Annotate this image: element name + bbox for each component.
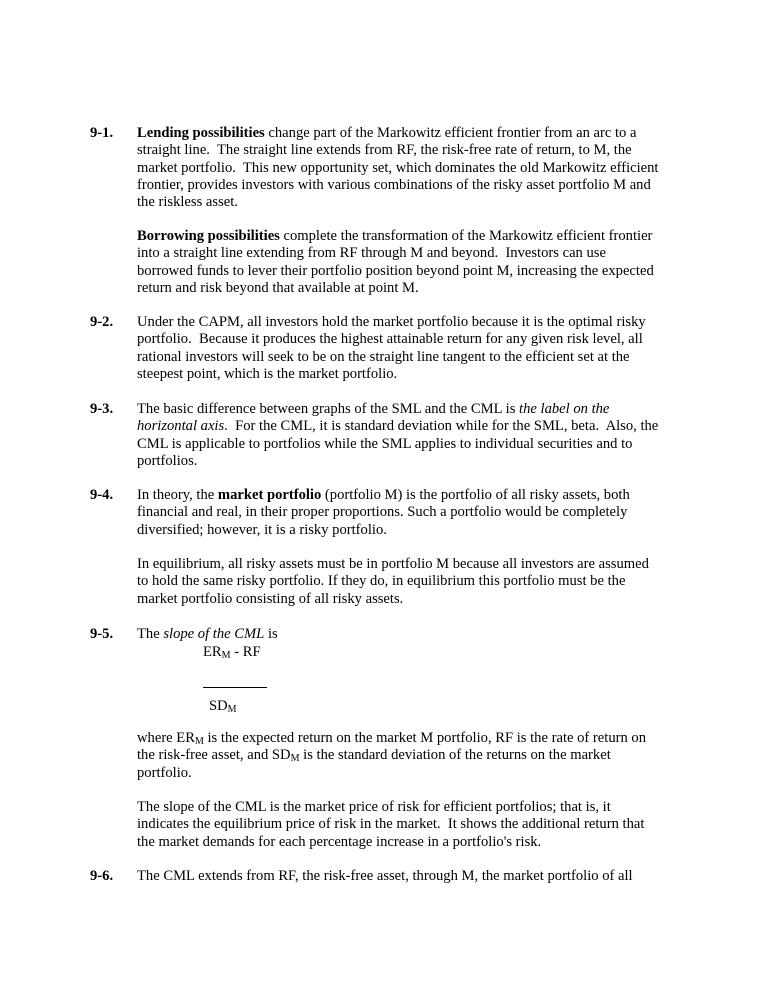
paragraph	[137, 401, 697, 470]
text-segment: where ER	[137, 730, 195, 746]
text-line	[137, 331, 697, 348]
text-segment: change part of the Markowitz efficient frontier from an arc to a	[264, 125, 637, 141]
paragraph	[137, 125, 697, 211]
text-segment: indicates the equilibrium price of risk in the market. It shows the additional return that	[137, 816, 645, 833]
formula-numerator	[203, 644, 261, 661]
text-line	[137, 730, 697, 747]
text-segment: The	[137, 626, 164, 642]
item-number: 9-2.	[90, 314, 114, 330]
bold-term: Borrowing possibilities	[137, 228, 280, 244]
item-number: 9-1.	[90, 125, 114, 141]
text-segment: The slope of the CML is the market price of risk for efficient portfolios; that is, it	[137, 799, 611, 815]
text-segment: rational investors will seek to be on the straight line tangent to the efficient set at the	[137, 348, 630, 365]
text-segment: In equilibrium, all risky assets must be in portfolio M because all investors are assumed	[137, 556, 649, 572]
text-line	[137, 160, 697, 177]
text-line	[137, 401, 697, 418]
text-line	[137, 314, 697, 331]
subscript: M	[194, 736, 204, 747]
subscript: M	[290, 753, 300, 765]
formula-denominator	[209, 698, 237, 715]
item-number: 9-3.	[90, 401, 114, 417]
text-segment: portfolio.	[137, 764, 192, 781]
fraction-bar	[203, 687, 267, 688]
item-number: 9-5.	[90, 626, 114, 642]
numerator-subscript: M	[221, 650, 231, 661]
denominator-term: SD	[209, 698, 228, 714]
text-segment: into a straight line extending from RF through M and beyond. Investors can use	[137, 245, 606, 262]
text-segment: (portfolio M) is the portfolio of all risky assets, both	[321, 487, 630, 503]
italic-text: horizontal axis	[137, 418, 225, 435]
text-line	[137, 453, 697, 470]
text-line	[137, 591, 697, 608]
text-line	[137, 366, 697, 383]
paragraph	[137, 626, 697, 643]
text-line	[137, 418, 697, 435]
text-line	[137, 799, 697, 816]
text-segment: Under the CAPM, all investors hold the market portfolio because it is the optimal risky	[137, 314, 646, 330]
paragraph	[137, 730, 697, 782]
text-segment: return and risk beyond that available at point M.	[137, 279, 419, 296]
text-segment: the riskless asset.	[137, 194, 238, 211]
text-segment: diversified; however, it is a risky portfolio.	[137, 521, 387, 538]
text-line	[137, 263, 697, 280]
text-line	[137, 177, 697, 194]
text-segment: market portfolio. This new opportunity set, which dominates the old Markowitz efficient	[137, 159, 659, 176]
text-segment: the risk-free asset, and SD	[137, 747, 291, 764]
text-segment: is	[264, 626, 278, 642]
text-line	[137, 765, 697, 782]
text-segment: borrowed funds to lever their portfolio position beyond point M, increasing the expected	[137, 262, 654, 279]
text-segment: is the standard deviation of the returns on the market	[299, 747, 611, 764]
text-segment: straight line. The straight line extends from RF, the risk-free rate of return, to M, the	[137, 142, 632, 159]
text-segment: market portfolio consisting of all risky assets.	[137, 590, 404, 607]
item-number: 9-4.	[90, 487, 114, 503]
text-line	[137, 573, 697, 590]
text-segment: complete the transformation of the Markowitz efficient frontier	[279, 228, 653, 244]
denominator-subscript: M	[227, 704, 237, 715]
text-line	[137, 487, 697, 504]
text-line	[137, 522, 697, 539]
text-segment: frontier, provides investors with various combinations of the risky asset portfolio M and	[137, 176, 651, 193]
text-segment: steepest point, which is the market portfolio.	[137, 365, 398, 382]
text-line	[137, 504, 697, 521]
italic-text: the label on the	[519, 401, 610, 417]
text-segment: The basic difference between graphs of the SML and the CML is	[137, 401, 520, 417]
text-line	[137, 747, 697, 764]
text-line	[137, 349, 697, 366]
text-segment: financial and real, in their proper proportions. Such a portfolio would be completely	[137, 504, 628, 521]
bold-term: market portfolio	[217, 487, 322, 503]
text-line	[137, 245, 697, 262]
text-segment: is the expected return on the market M portfolio, RF is the rate of return on	[203, 730, 647, 746]
text-line	[137, 280, 697, 297]
numerator-rest: - RF	[230, 644, 261, 660]
text-line	[137, 626, 697, 643]
text-segment: to hold the same risky portfolio. If they do, in equilibrium this portfolio must be the	[137, 573, 626, 590]
numerator-term: ER	[203, 644, 222, 660]
text-line	[137, 228, 697, 245]
text-line	[137, 125, 697, 142]
text-segment: . For the CML, it is standard deviation while for the SML, beta. Also, the	[224, 418, 659, 435]
text-line	[137, 142, 697, 159]
text-segment: In theory, the	[137, 487, 218, 503]
paragraph	[137, 314, 697, 383]
text-line	[137, 436, 697, 453]
text-line	[137, 194, 697, 211]
text-line	[137, 868, 697, 885]
bold-term: Lending possibilities	[137, 125, 265, 141]
paragraph	[137, 556, 697, 608]
paragraph	[137, 228, 697, 297]
text-segment: portfolios.	[137, 452, 198, 469]
item-number: 9-6.	[90, 868, 114, 884]
paragraph	[137, 868, 697, 885]
paragraph	[137, 799, 697, 851]
italic-text: slope of the CML	[163, 626, 265, 642]
text-segment: the market demands for each percentage increase in a portfolio's risk.	[137, 833, 542, 850]
text-line	[137, 556, 697, 573]
paragraph	[137, 487, 697, 539]
text-segment: The CML extends from RF, the risk-free asset, through M, the market portfolio of all	[137, 868, 633, 884]
text-line	[137, 834, 697, 851]
text-line	[137, 816, 697, 833]
text-segment: portfolio. Because it produces the highest attainable return for any given risk level, all	[137, 331, 643, 348]
text-segment: CML is applicable to portfolios while the SML applies to individual securities and to	[137, 435, 633, 452]
